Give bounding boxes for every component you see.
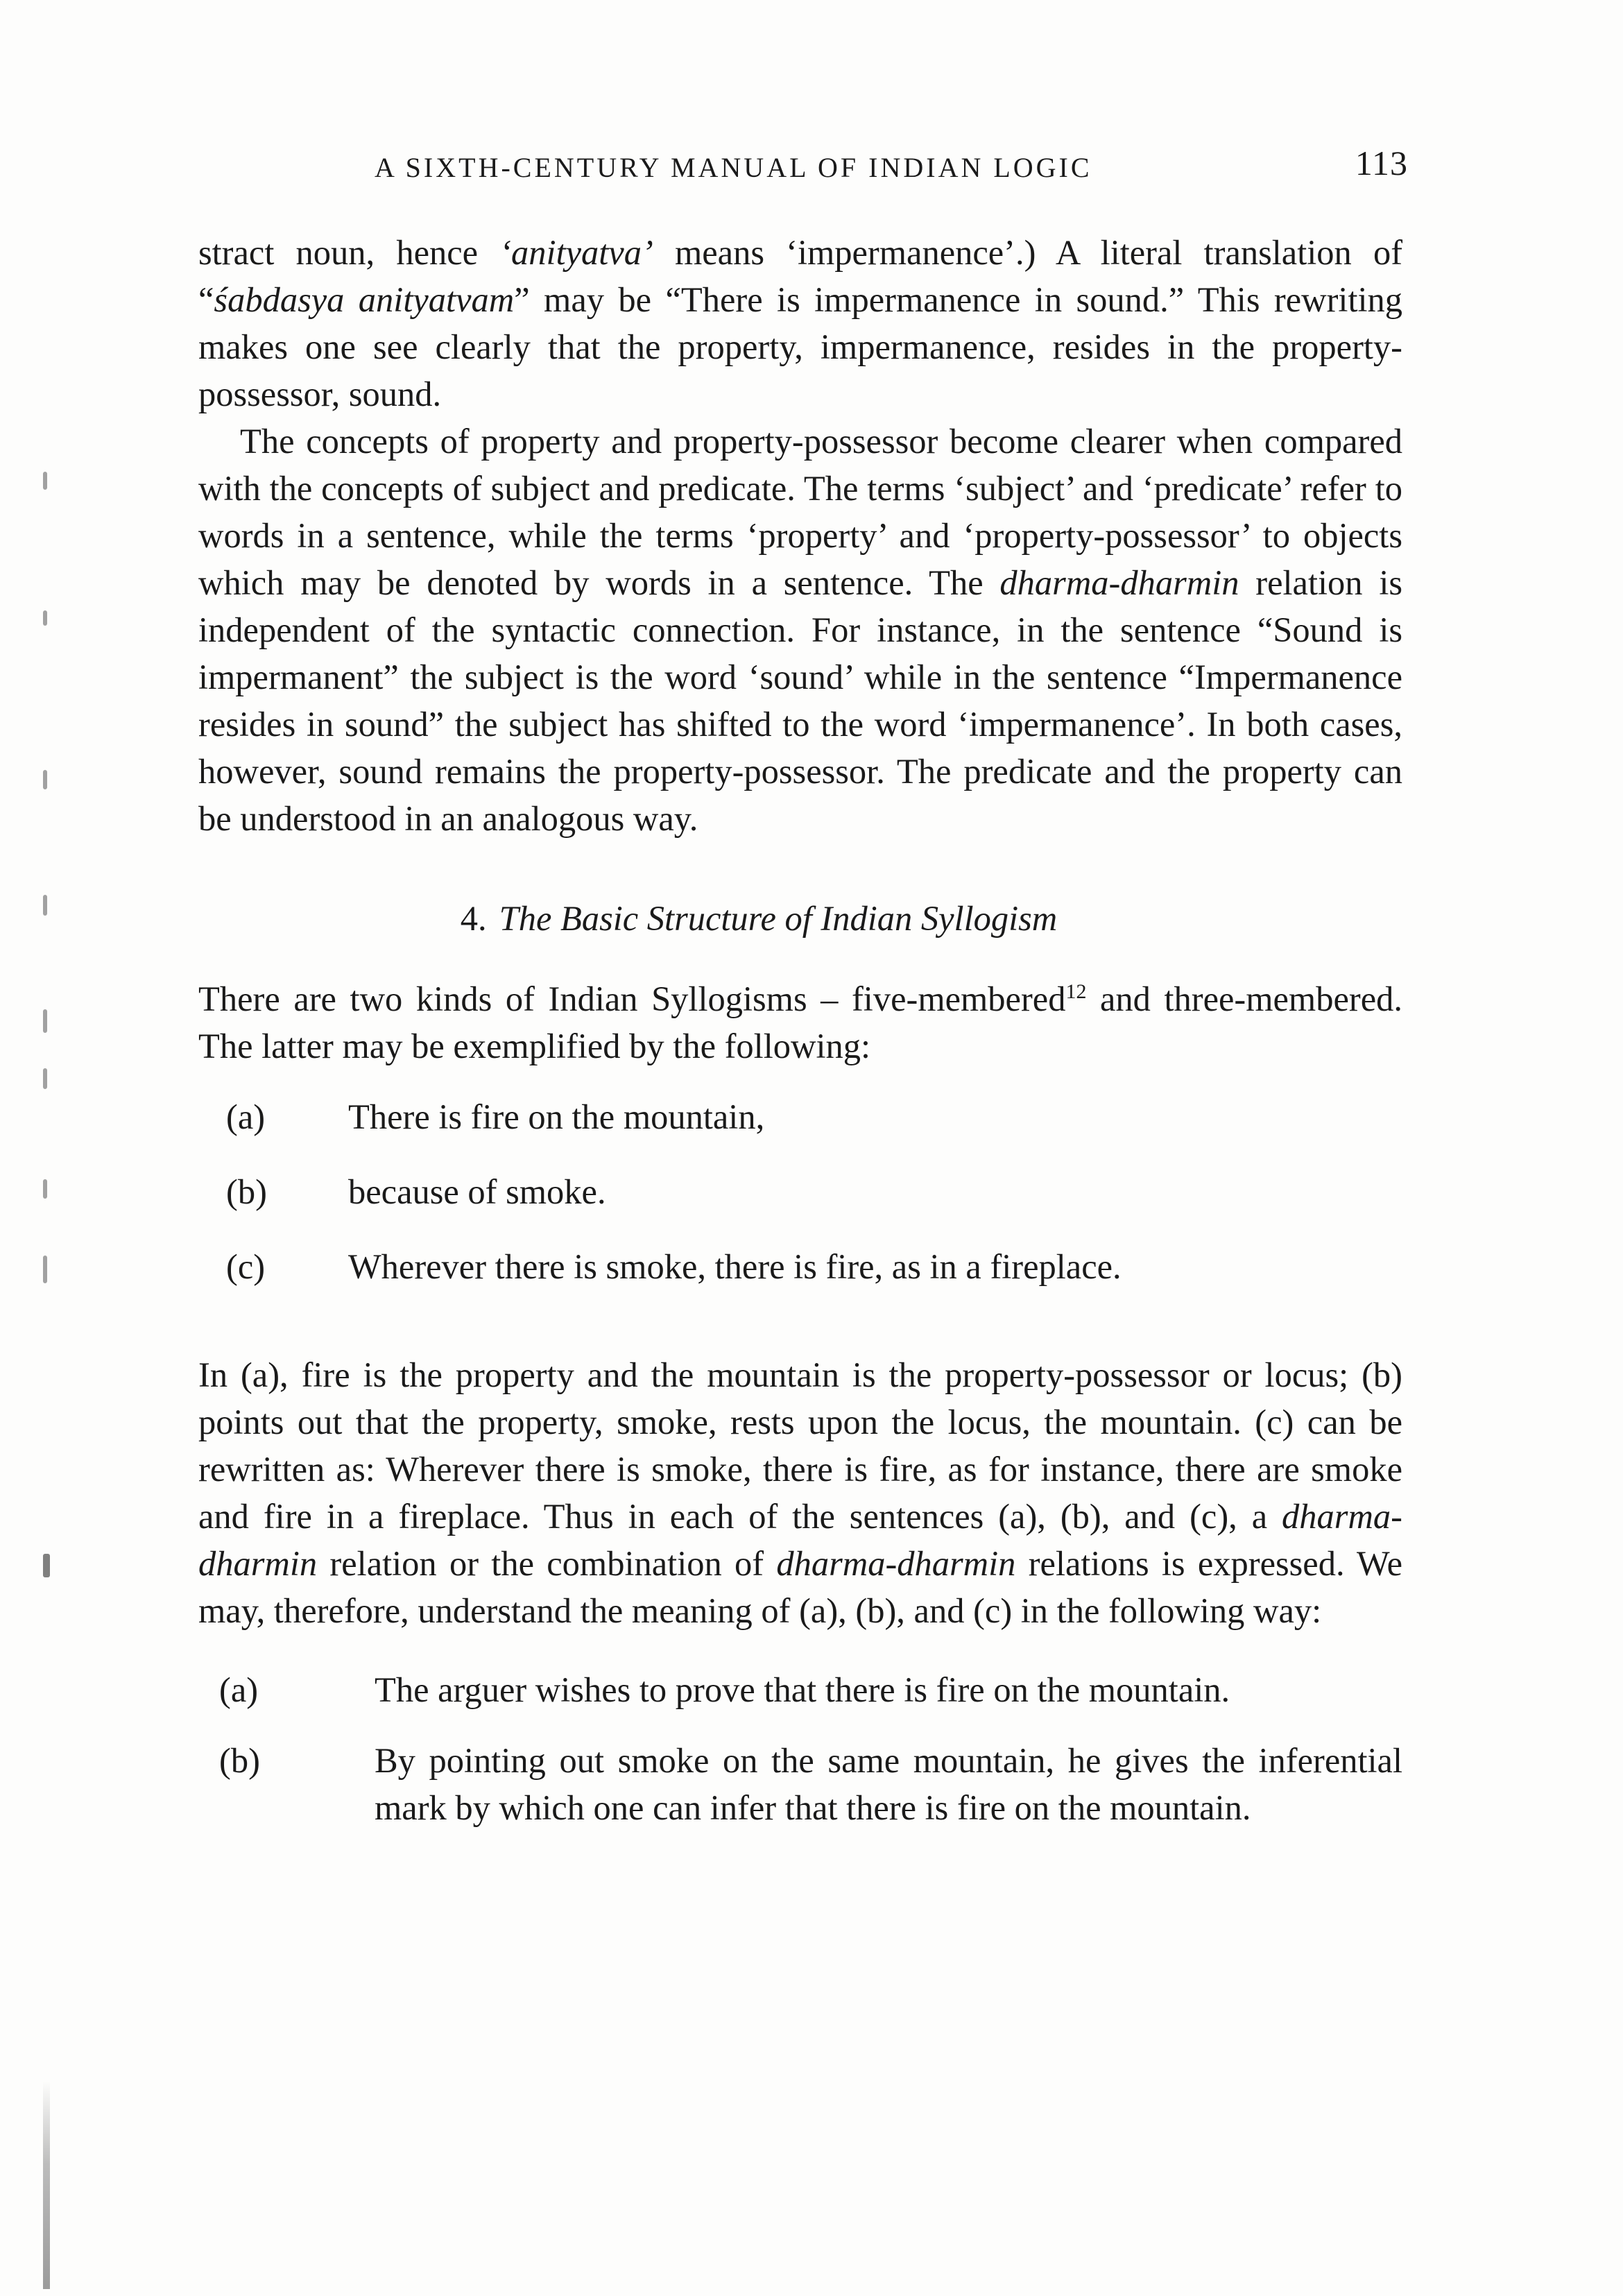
list-item-text: By pointing out smoke on the same mountain, he gives the inferential mark by which one can infer that there is fire on the mountain. [375,1741,1402,1827]
paragraph-1-text-2: means ‘impermanence’.) A literal translation of “ [198,233,1403,319]
paragraph-4-text-3: relations is expressed. We may, therefore, understand the meaning of (a), (b), and (c) in the following way: [198,1544,1402,1630]
paragraph-2 [198,418,1402,842]
binding-edge-shadow [43,2081,50,2289]
scan-artifact-mark [43,1009,47,1033]
paragraph-1-italic-1: ‘anityatva’ [499,233,653,272]
list-item-text: because of smoke. [348,1172,606,1211]
list-item [198,1737,1402,1831]
paragraph-3-text-1: There are two kinds of Indian Syllogisms – five-membered [198,979,1066,1018]
interpretation-list [198,1666,1402,1831]
paragraph-4-italic-1: dharma-dharmin [198,1497,1402,1583]
scan-artifact-mark [43,472,47,490]
paragraph-4-italic-2: dharma-dharmin [776,1544,1016,1583]
section-title: The Basic Structure of Indian Syllogism [499,899,1058,938]
list-item-label: (b) [226,1172,267,1211]
list-item-label: (a) [226,1097,266,1136]
page-number: 113 [1355,144,1408,182]
section-heading [198,895,1402,942]
list-item [198,1168,1402,1243]
paragraph-2-italic-1: dharma-dharmin [999,563,1239,602]
list-item-label: (b) [219,1741,260,1780]
paragraph-1-text-3: ” may be “There is impermanence in sound.” This rewriting makes one see clearly that the property, impermanence, resides in the property-possessor, sound. [198,280,1403,413]
list-item [198,1666,1402,1713]
scan-artifact-mark [43,770,47,789]
main-text [198,229,1402,1855]
scan-artifact-mark [43,1554,50,1577]
paragraph-2-text-2: relation is independent of the syntactic connection. For instance, in the sentence “Sound is impermanent” the subject is the word ‘sound’ while in the sentence “Impermanence resides in sound” the subject has shifted to the word ‘impermanence’. In both cases, however, sound remains the property-possessor. The predicate and the property can be understood in an analogous way. [198,563,1403,838]
section-number: 4. [460,899,487,938]
scan-artifact-mark [43,1068,47,1089]
paragraph-1-text-1: stract noun, hence [198,233,500,272]
paragraph-1 [198,229,1402,418]
scan-artifact-mark [43,895,47,916]
paragraph-4-text-2: relation or the combination of [317,1544,777,1583]
list-item-label: (c) [226,1247,266,1286]
list-item-text: There is fire on the mountain, [348,1097,765,1136]
paragraph-2-text-1: The concepts of property and property-possessor become clearer when compared with the concepts of subject and predicate. The terms ‘subject’ and ‘predicate’ refer to words in a sentence, while the terms ‘property’ and ‘property-possessor’ to objects which may be denoted by words in a sentence. The [198,422,1402,602]
list-item-text: The arguer wishes to prove that there is fire on the mountain. [375,1670,1230,1709]
footnote-ref-12[interactable]: 12 [1065,980,1087,1004]
paragraph-4-text-1: In (a), fire is the property and the mountain is the property-possessor or locus; (b) points out that the property, smoke, rests upon the locus, the mountain. (c) can be rewritten as: Wherever there is smoke, there is fire, as for instance, there are smoke and fire in a fireplace. Thus in each of the sentences (a), (b), and (c), a [198,1355,1402,1536]
paragraph-1-italic-2: śabdasya anityatvam [214,280,515,319]
list-item-label: (a) [219,1670,259,1709]
list-item [198,1243,1402,1318]
scan-artifact-mark [43,1256,47,1283]
scan-artifact-mark [43,1179,47,1199]
syllogism-list [198,1093,1402,1318]
list-item [198,1093,1402,1168]
paragraph-3-text-2: and three-membered. The latter may be exemplified by the following: [198,979,1402,1065]
list-item-text: Wherever there is smoke, there is fire, as in a fireplace. [348,1247,1122,1286]
paragraph-3 [198,975,1402,1070]
scan-artifact-mark [43,610,47,626]
paragraph-4 [198,1351,1402,1634]
running-head [375,143,1408,185]
running-title: A SIXTH-CENTURY MANUAL OF INDIAN LOGIC [375,152,1092,183]
